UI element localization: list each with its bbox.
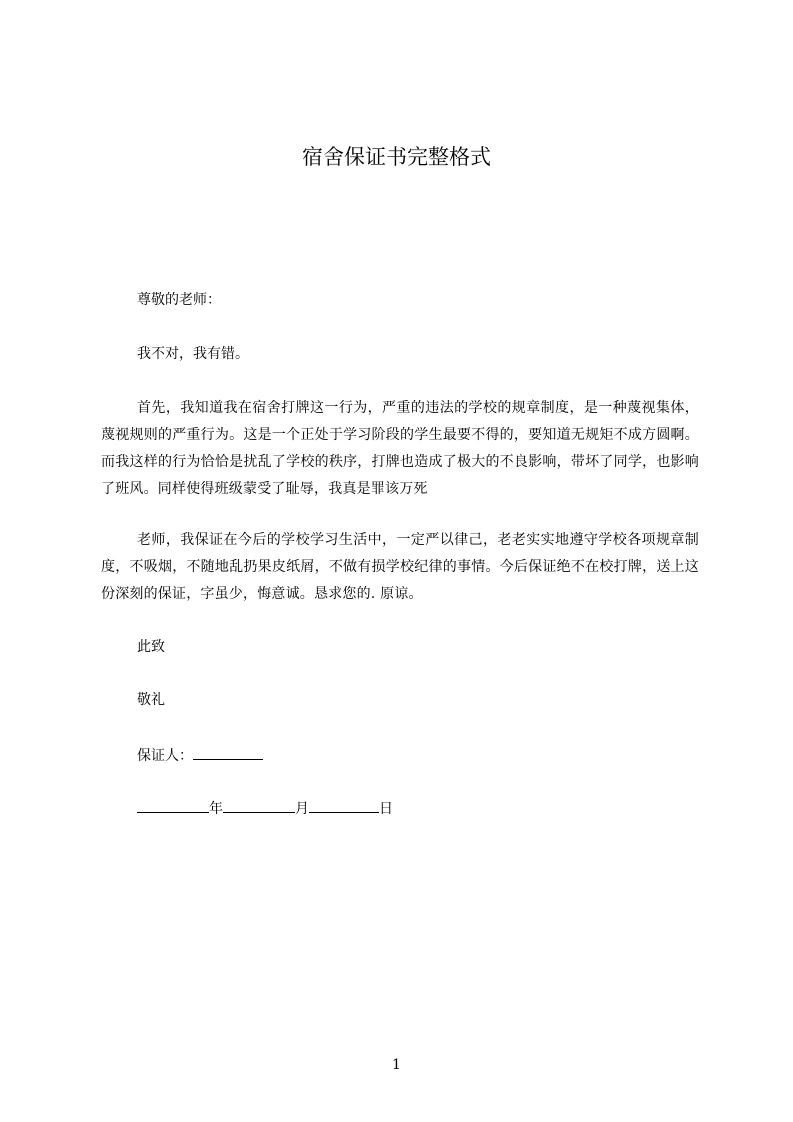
body-paragraph-2: 老师，我保证在今后的学校学习生活中，一定严以律己，老老实实地遵守学校各项规章制度，不吸烟，不随地乱扔果皮纸屑，不做有损学校纪律的事情。今后保证绝不在校打牌，送上这份深刻的保证，字虽少，悔意诚。恳求您的. 原谅。 <box>101 532 699 602</box>
salutation: 尊敬的老师： <box>137 292 221 308</box>
day-blank <box>309 798 379 813</box>
closing-jingli: 敬礼 <box>137 692 165 708</box>
guarantor-signature-line <box>137 745 263 766</box>
guarantor-label: 保证人： <box>137 748 193 764</box>
date-year-label: 年 <box>209 801 223 817</box>
date-day-label: 日 <box>379 801 393 817</box>
page-number: 1 <box>392 1057 401 1073</box>
guarantor-blank <box>193 745 263 760</box>
year-blank <box>137 798 209 813</box>
date-line <box>137 798 393 819</box>
opening-line: 我不对，我有错。 <box>137 346 249 362</box>
date-month-label: 月 <box>295 801 309 817</box>
document-title: 宿舍保证书完整格式 <box>302 145 491 169</box>
body-paragraph-1: 首先，我知道我在宿舍打牌这一行为，严重的违法的学校的规章制度，是一种蔑视集体，蔑视规则的严重行为。这是一个正处于学习阶段的学生最要不得的，要知道无规矩不成方圆啊。而我这样的行为恰恰是扰乱了学校的秩序，打牌也造成了极大的不良影响，带坏了同学，也影响了班风。同样使得班级蒙受了耻辱，我真是罪该万死 <box>101 400 699 497</box>
closing-cizhi: 此致 <box>137 639 165 655</box>
month-blank <box>223 798 295 813</box>
